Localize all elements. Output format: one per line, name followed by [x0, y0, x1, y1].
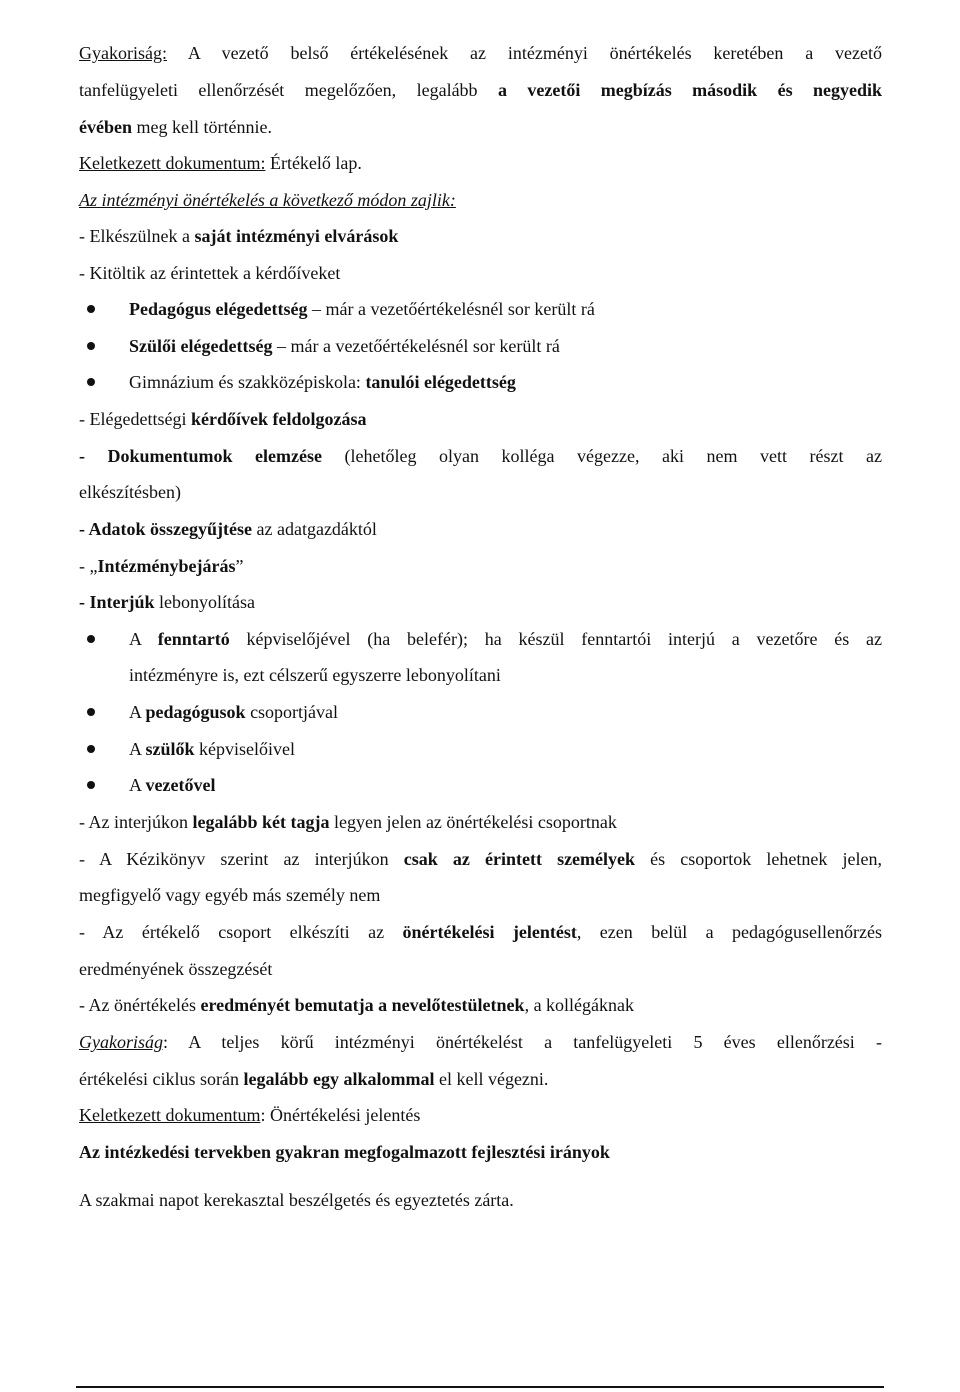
section-heading: Az intézményi önértékelés a következő módon zajlik: [79, 190, 456, 210]
resulting-document-label: Keletkezett dokumentum: [79, 153, 266, 173]
bullet-item: A szülők képviselőivel [129, 739, 296, 759]
frequency-paragraph-line-1: Gyakoriság: A vezető belső értékelésének az intézményi önértékelés keretében a vezető [79, 43, 882, 63]
bullet-item: A fenntartó képviselőjével (ha belefér); ha készül fenntartói interjú a vezetőre és az [129, 629, 882, 649]
bullet-icon [87, 342, 95, 350]
step-line-continued: elkészítésben) [79, 482, 181, 502]
closing-sentence: A szakmai napot kerekasztal beszélgetés és egyeztetés zárta. [79, 1190, 514, 1210]
bullet-icon [87, 745, 95, 753]
resulting-document-label: Keletkezett dokumentum [79, 1105, 261, 1125]
frequency-line-continued: értékelési ciklus során legalább egy alkalommal el kell végezni. [79, 1069, 549, 1089]
frequency-paragraph-line-2: tanfelügyeleti ellenőrzését megelőzően, legalább a vezetői megbízás második és negyedik [79, 80, 882, 100]
step-line: - Az értékelő csoport elkészíti az önértékelési jelentést, ezen belül a pedagógusellenőrzés [79, 922, 882, 942]
step-line: - Az önértékelés eredményét bemutatja a nevelőtestületnek, a kollégáknak [79, 995, 635, 1015]
bullet-item-continued: intézményre is, ezt célszerű egyszerre lebonyolítani [129, 665, 501, 685]
frequency-label: Gyakoriság: [79, 43, 167, 63]
frequency-label: Gyakoriság [79, 1032, 163, 1052]
step-line: - Kitöltik az érintettek a kérdőíveket [79, 263, 341, 283]
step-line-continued: megfigyelő vagy egyéb más személy nem [79, 885, 381, 905]
bullet-item: Pedagógus elégedettség – már a vezetőértékelésnél sor került rá [129, 299, 595, 319]
bullet-item: A pedagógusok csoportjával [129, 702, 339, 722]
resulting-document-line: Keletkezett dokumentum: Értékelő lap. [79, 153, 362, 173]
step-line: - Az interjúkon legalább két tagja legyen jelen az önértékelési csoportnak [79, 812, 617, 832]
bullet-icon [87, 635, 95, 643]
step-line-continued: eredményének összegzését [79, 959, 273, 979]
footer-rule [76, 1386, 884, 1388]
bullet-icon [87, 378, 95, 386]
frequency-paragraph-line-3: évében meg kell történnie. [79, 117, 272, 137]
step-line: - „Intézménybejárás” [79, 556, 244, 576]
bullet-icon [87, 708, 95, 716]
bullet-item: A vezetővel [129, 775, 216, 795]
step-line: - Interjúk lebonyolítása [79, 592, 255, 612]
bullet-item: Gimnázium és szakközépiskola: tanulói elégedettség [129, 372, 516, 392]
section-heading-bold: Az intézkedési tervekben gyakran megfogalmazott fejlesztési irányok [79, 1142, 610, 1162]
step-line: - Elkészülnek a saját intézményi elvárások [79, 226, 399, 246]
resulting-document-line: Keletkezett dokumentum: Önértékelési jelentés [79, 1105, 421, 1125]
bullet-icon [87, 781, 95, 789]
step-line: - Elégedettségi kérdőívek feldolgozása [79, 409, 367, 429]
step-line: - Dokumentumok elemzése (lehetőleg olyan kolléga végezze, aki nem vett részt az [79, 446, 883, 466]
bullet-icon [87, 305, 95, 313]
bullet-item: Szülői elégedettség – már a vezetőértékelésnél sor került rá [129, 336, 560, 356]
frequency-line: Gyakoriság: A teljes körű intézményi önértékelést a tanfelügyeleti 5 éves ellenőrzési - [79, 1032, 882, 1052]
step-line: - Adatok összegyűjtése az adatgazdáktól [79, 519, 377, 539]
step-line: - A Kézikönyv szerint az interjúkon csak az érintett személyek és csoportok lehetnek jelen, [79, 849, 882, 869]
